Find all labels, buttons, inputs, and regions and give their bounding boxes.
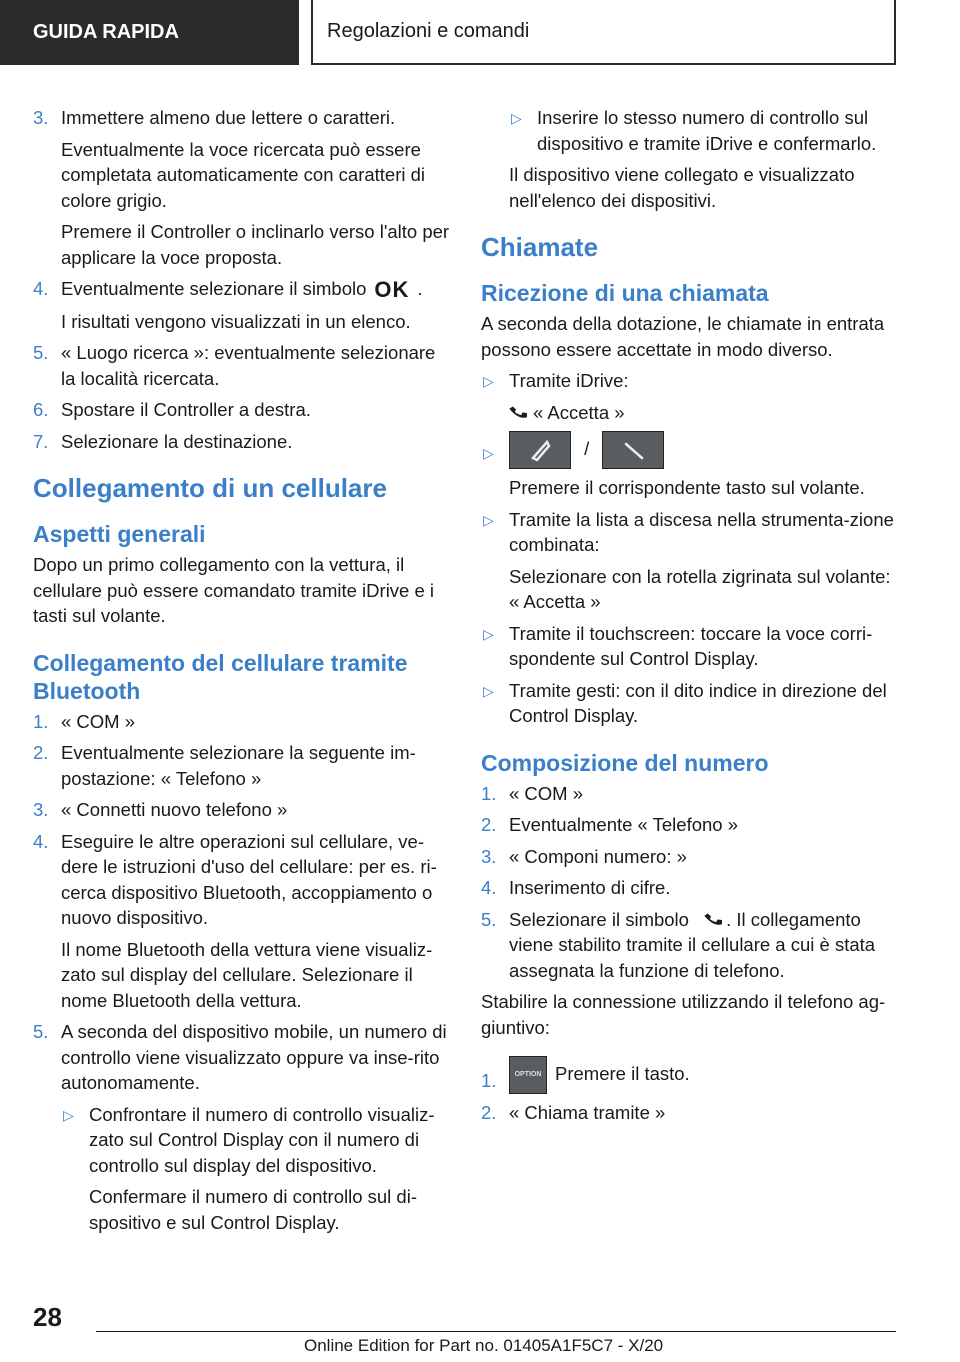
step-number: 7.: [33, 430, 49, 452]
bullet-subtext: Premere il corrispondente tasto sul volante.: [509, 477, 865, 498]
bullet-text: Tramite la lista a discesa nella strumenta-zione combinata:: [509, 508, 894, 555]
list-item-sub: [33, 1102, 451, 1236]
step-text: Premere il tasto.: [555, 1062, 690, 1084]
step-text: Eventualmente selezionare la seguente im-postazione: « Telefono »: [61, 742, 416, 789]
footer-edition: Online Edition for Part no. 01405A1F5C7 - X/20: [304, 1336, 664, 1355]
bullet-item: [481, 431, 896, 469]
paragraph: Stabilire la connessione utilizzando il telefono ag-giuntivo:: [481, 991, 886, 1038]
chapter-tab: [311, 0, 896, 65]
bullet-text: Tramite iDrive:: [509, 370, 629, 391]
list-item-sub: [481, 162, 896, 213]
list-item: [481, 1056, 896, 1094]
list-item: [33, 276, 451, 303]
left-column: [33, 105, 451, 1241]
paragraph: A seconda della dotazione, le chiamate in entrata possono essere accettate in modo diverso.: [481, 313, 885, 360]
list-item: [33, 1019, 451, 1096]
step-number: 4.: [33, 278, 49, 299]
list-item: [33, 797, 451, 823]
step-number: 2.: [33, 742, 49, 763]
paragraph: Dopo un primo collegamento con la vettura, il cellulare può essere comandato tramite iDrive e i tasti sul volante.: [33, 554, 435, 626]
list-item: [33, 397, 451, 423]
list-item: [481, 812, 896, 838]
triangle-bullet-icon: ▷: [63, 1106, 74, 1123]
list-item: [33, 340, 451, 391]
bullet-subtext: Selezionare con la rotella zigrinata sul volante: « Accetta »: [509, 565, 891, 612]
step-text-end: .: [417, 278, 423, 299]
step-text-end: . Il collegamento viene stabilito tramite il cellulare a cui è stata assegnata la funzione di telefono.: [509, 908, 876, 981]
step-text: Spostare il Controller a destra.: [61, 399, 311, 420]
step-number: 1.: [481, 782, 497, 804]
list-item-sub: [481, 105, 896, 156]
bullet-subtext: « Accetta »: [533, 401, 625, 423]
step-text: « Chiama tramite »: [509, 1102, 666, 1123]
subsection-heading: Collegamento del cellulare tramite Bluetooth: [33, 649, 408, 704]
list-item-sub: [33, 309, 451, 335]
triangle-bullet-icon: ▷: [483, 511, 494, 528]
step-number: 4.: [33, 830, 49, 852]
bullet-subtext: Confermare il numero di controllo sul di-spositivo e sul Control Display.: [89, 1186, 417, 1233]
bullet-item-sub: [481, 564, 896, 615]
step-text: Eventualmente selezionare il simbolo: [61, 278, 367, 299]
step-number: 5.: [33, 342, 49, 363]
phone-icon: [509, 403, 527, 421]
right-column: [481, 105, 896, 1132]
list-item-sub: [33, 219, 451, 270]
list-item: [33, 105, 451, 131]
step-number: 3.: [481, 845, 497, 867]
section-heading: Chiamate: [481, 232, 599, 262]
triangle-bullet-icon: ▷: [511, 110, 522, 126]
bullet-item: [509, 105, 896, 156]
list-item: [33, 829, 451, 931]
ok-symbol-icon: OK: [374, 277, 410, 302]
bullet-item-sub: [481, 400, 896, 426]
option-button-icon: OPTION: [509, 1056, 547, 1094]
step-text: « COM »: [509, 782, 584, 804]
list-item: [33, 429, 451, 455]
end-call-button-icon: [602, 431, 664, 469]
step-number: 5.: [481, 908, 497, 930]
subsection-heading: Ricezione di una chiamata: [481, 280, 769, 306]
bullet-text: Tramite gesti: con il dito indice in direzione del Control Display.: [509, 679, 887, 726]
step-subtext: I risultati vengono visualizzati in un elenco.: [61, 310, 411, 332]
section-heading: Collegamento di un cellulare: [33, 473, 387, 503]
list-item: [481, 907, 896, 984]
step-subtext: Premere il Controller o inclinarlo verso l'alto per applicare la voce proposta.: [61, 221, 450, 268]
subsection-heading: Composizione del numero: [481, 749, 769, 776]
triangle-bullet-icon: ▷: [483, 625, 494, 642]
step-number: 3.: [33, 799, 49, 820]
step-text: Eventualmente « Telefono »: [509, 814, 739, 835]
step-text: Eseguire le altre operazioni sul cellulare, ve-dere le istruzioni d'uso del cellulare: per es. ri-cerca dispositivo Bluetooth, accoppiamento o nuovo dispositivo.: [61, 830, 437, 928]
bullet-text: Confrontare il numero di controllo visualiz-zato sul Control Display con il numero di controllo sul display del dispositivo.: [89, 1103, 435, 1176]
list-item-sub: [33, 137, 451, 214]
phone-icon: [704, 910, 722, 928]
bullet-item: [481, 678, 896, 729]
list-item: [481, 1100, 896, 1126]
step-number: 3.: [33, 107, 49, 128]
step-number: 5.: [33, 1021, 49, 1042]
step-subtext: Eventualmente la voce ricercata può essere completata automaticamente con caratteri di colore grigio.: [61, 138, 426, 211]
paragraph: Il dispositivo viene collegato e visualizzato nell'elenco dei dispositivi.: [509, 164, 855, 211]
chapter-title: Regolazioni e comandi: [327, 20, 530, 42]
step-number: 2.: [481, 1102, 497, 1123]
list-item: [481, 844, 896, 870]
triangle-bullet-icon: ▷: [483, 445, 494, 461]
step-text: Selezionare il simbolo: [509, 908, 689, 930]
list-item: [481, 781, 896, 807]
list-item: [33, 709, 451, 735]
step-text: « Connetti nuovo telefono »: [61, 799, 288, 820]
step-text: « COM »: [61, 710, 136, 732]
bullet-item: [481, 621, 896, 672]
step-text: « Luogo ricerca »: eventualmente selezionare la località ricercata.: [61, 342, 436, 389]
bullet-item-sub: [481, 475, 896, 501]
bullet-item: [481, 368, 896, 394]
triangle-bullet-icon: ▷: [483, 682, 494, 699]
step-number: 2.: [481, 814, 497, 835]
step-text: « Componi numero: »: [509, 845, 687, 867]
step-number: 4.: [481, 877, 497, 898]
step-text: Selezionare la destinazione.: [61, 430, 293, 452]
section-tab: [0, 0, 299, 65]
list-item: [33, 740, 451, 791]
separator: /: [584, 437, 590, 459]
step-text: A seconda del dispositivo mobile, un numero di controllo viene visualizzato oppure va inse-rito autonomamente.: [61, 1021, 447, 1093]
bullet-text: Inserire lo stesso numero di controllo sul dispositivo e tramite iDrive e confermarlo.: [537, 107, 877, 154]
bullet-item: [61, 1102, 451, 1179]
list-item-sub: [33, 937, 451, 1014]
section-title: GUIDA RAPIDA: [33, 21, 179, 43]
triangle-bullet-icon: ▷: [483, 373, 494, 389]
step-text: Inserimento di cifre.: [509, 877, 671, 898]
step-subtext: Il nome Bluetooth della vettura viene visualiz-zato sul display del cellulare. Selezionare il nome Bluetooth della vettura.: [61, 938, 433, 1011]
bullet-item: [481, 507, 896, 558]
accept-call-button-icon: [509, 431, 571, 469]
step-number: 1.: [33, 710, 49, 732]
bullet-text: Tramite il touchscreen: toccare la voce corri-spondente sul Control Display.: [509, 622, 873, 669]
page-number: 28: [33, 1302, 62, 1332]
step-text: Immettere almeno due lettere o caratteri.: [61, 107, 396, 128]
step-number: 1.: [481, 1070, 497, 1091]
bullet-item-sub: [61, 1184, 451, 1235]
step-number: 6.: [33, 399, 49, 420]
subsection-heading: Aspetti generali: [33, 521, 206, 547]
list-item: [481, 875, 896, 901]
footer-divider: [96, 1331, 896, 1332]
